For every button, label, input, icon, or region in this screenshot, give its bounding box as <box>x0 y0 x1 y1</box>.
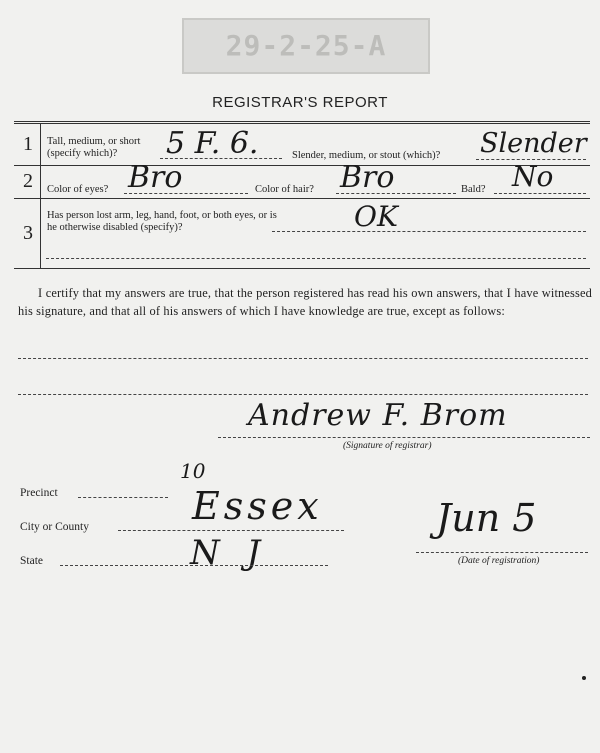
row-1-answer-line <box>160 158 282 159</box>
row-2-question-bald: Bald? <box>461 184 486 195</box>
page-title: REGISTRAR'S REPORT <box>212 94 388 111</box>
certification-text: I certify that my answers are true, that the person registered has read his own answers, that I have witnessed his signature, and that all of his answers of which I have knowledge are true, except as follows: <box>18 286 592 318</box>
city-label: City or County <box>20 521 90 533</box>
row-3-question-disabled: Has person lost arm, leg, hand, foot, or both eyes, or is he otherwise disabled (specify)? <box>47 210 277 233</box>
row-3-answer-disabled: OK <box>354 200 398 233</box>
exceptions-line-2 <box>18 394 588 395</box>
serial-stamp: 29-2-25-A <box>182 18 430 74</box>
row-2-number: 2 <box>23 170 33 192</box>
date-of-registration-value: Jun 5 <box>436 496 537 540</box>
state-value: N J <box>190 533 269 573</box>
row-2-answer-bald: No <box>512 160 554 193</box>
row-2-question-hair: Color of hair? <box>255 184 314 195</box>
ink-speck <box>582 676 586 680</box>
row-1-answer-height: 5 F. 6. <box>166 126 259 161</box>
row-divider-2 <box>14 198 590 199</box>
row-1-question-height: Tall, medium, or short (specify which)? <box>47 136 141 159</box>
row-1-question-build: Slender, medium, or stout (which)? <box>292 150 441 161</box>
date-caption: (Date of registration) <box>458 556 540 566</box>
city-line <box>118 530 344 531</box>
precinct-value: 10 <box>180 459 206 483</box>
row-1-answer-build: Slender <box>480 128 587 159</box>
row-1-number: 1 <box>23 133 33 155</box>
row-2-answer-hair: Bro <box>340 160 395 195</box>
precinct-label: Precinct <box>20 487 58 499</box>
table-top-rule <box>14 121 590 124</box>
date-line <box>416 552 588 553</box>
row-3-extra-line <box>46 258 586 259</box>
table-bottom-rule <box>14 268 590 269</box>
registrar-signature: Andrew F. Brom <box>248 398 508 433</box>
state-label: State <box>20 555 43 567</box>
row-2-bald-line <box>494 193 586 194</box>
precinct-line <box>78 497 168 498</box>
exceptions-line-1 <box>18 358 588 359</box>
row-2-answer-eyes: Bro <box>128 160 183 195</box>
row-2-hair-line <box>336 193 456 194</box>
city-value: Essex <box>192 484 323 528</box>
row-3-answer-line <box>272 231 586 232</box>
row-divider-1 <box>14 165 590 166</box>
number-column-rule <box>40 124 41 268</box>
row-2-eyes-line <box>124 193 248 194</box>
signature-caption: (Signature of registrar) <box>343 441 432 451</box>
signature-line <box>218 437 590 438</box>
state-line <box>60 565 328 566</box>
row-3-number: 3 <box>23 222 33 244</box>
row-2-question-eyes: Color of eyes? <box>47 184 109 195</box>
